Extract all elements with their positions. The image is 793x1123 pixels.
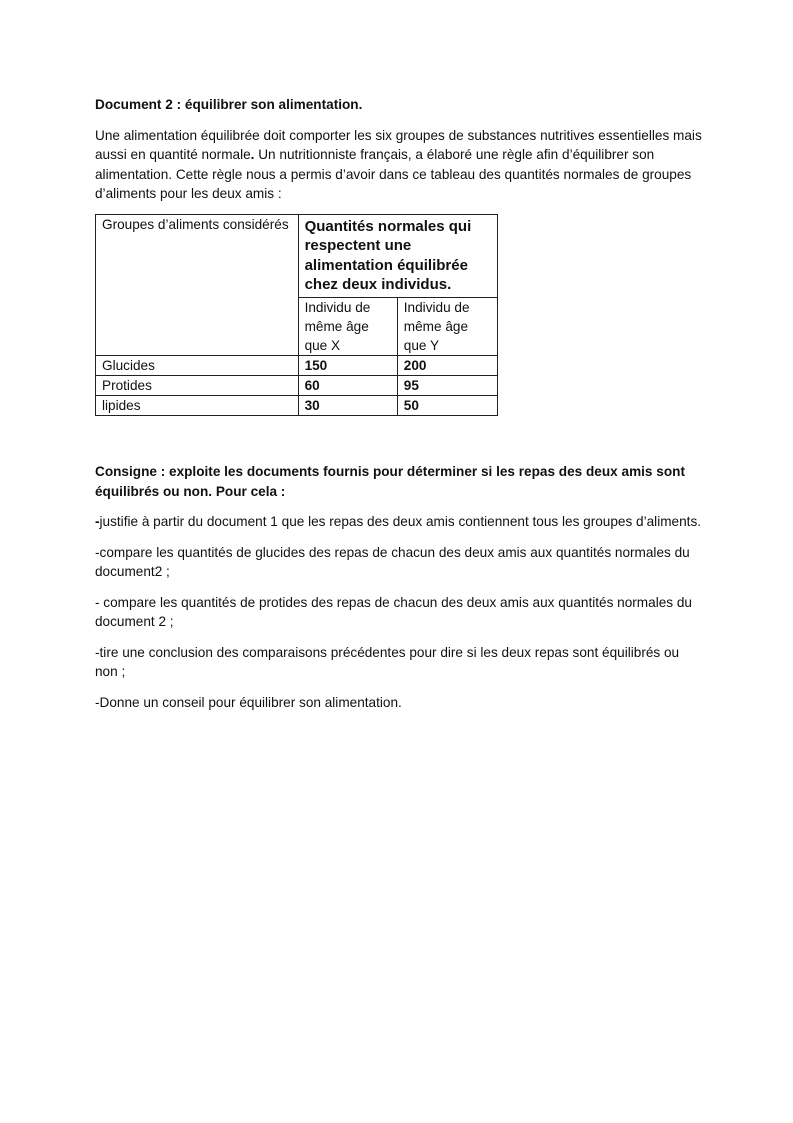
- value-y-cell: 95: [397, 375, 497, 395]
- instruction-item: -Donne un conseil pour équilibrer son alimentation.: [95, 694, 402, 710]
- intro-paragraph: [95, 126, 705, 204]
- value-x-cell: 150: [298, 355, 397, 375]
- group-cell: Glucides: [96, 355, 299, 375]
- intro-text-part2: Un nutritionniste français, a élaboré une règle afin d’équilibrer son alimentation. Cette règle nous a permis d’avoir dans ce tableau des quantités normales de groupes d’aliments pour les deux amis :: [95, 147, 692, 201]
- table-row: [96, 395, 498, 415]
- individual-x-header: Individu de même âge que X: [298, 297, 397, 355]
- instruction-item: [95, 512, 705, 532]
- nutrient-quantities-table: [95, 214, 498, 416]
- value-x-cell: 60: [298, 375, 397, 395]
- instruction-item: -tire une conclusion des comparaisons précédentes pour dire si les deux repas sont équilibrés ou non ;: [95, 644, 680, 679]
- consigne-section: [95, 462, 705, 723]
- intro-text-part1: Une alimentation équilibrée doit comporter les six groupes de substances nutritives essentielles mais aussi en quantité normale: [95, 127, 702, 162]
- intro-bold-dot: .: [250, 147, 255, 162]
- instruction-item: - compare les quantités de protides des repas de chacun des deux amis aux quantités normales du document 2 ;: [95, 594, 692, 629]
- document-2-section: [95, 95, 705, 416]
- table-row: [96, 355, 498, 375]
- group-cell: lipides: [96, 395, 299, 415]
- table-row: [96, 375, 498, 395]
- instruction-text: justifie à partir du document 1 que les repas des deux amis contiennent tous les groupes d’aliments.: [99, 514, 702, 529]
- value-x-cell: 30: [298, 395, 397, 415]
- group-cell: Protides: [96, 375, 299, 395]
- individual-y-header: Individu de même âge que Y: [397, 297, 497, 355]
- instruction-item: -compare les quantités de glucides des repas de chacun des deux amis aux quantités normales du document2 ;: [95, 544, 690, 579]
- table-header-row: [96, 214, 498, 297]
- quantity-header: Quantités normales qui respectent une alimentation équilibrée chez deux individus.: [298, 214, 497, 297]
- value-y-cell: 200: [397, 355, 497, 375]
- document-title: Document 2 : équilibrer son alimentation.: [95, 97, 363, 112]
- value-y-cell: 50: [397, 395, 497, 415]
- instruction-dash: -: [95, 514, 100, 529]
- consigne-heading: Consigne : exploite les documents fournis pour déterminer si les repas des deux amis sont équilibrés ou non. Pour cela :: [95, 464, 685, 499]
- group-column-header: Groupes d’aliments considérés: [96, 214, 299, 355]
